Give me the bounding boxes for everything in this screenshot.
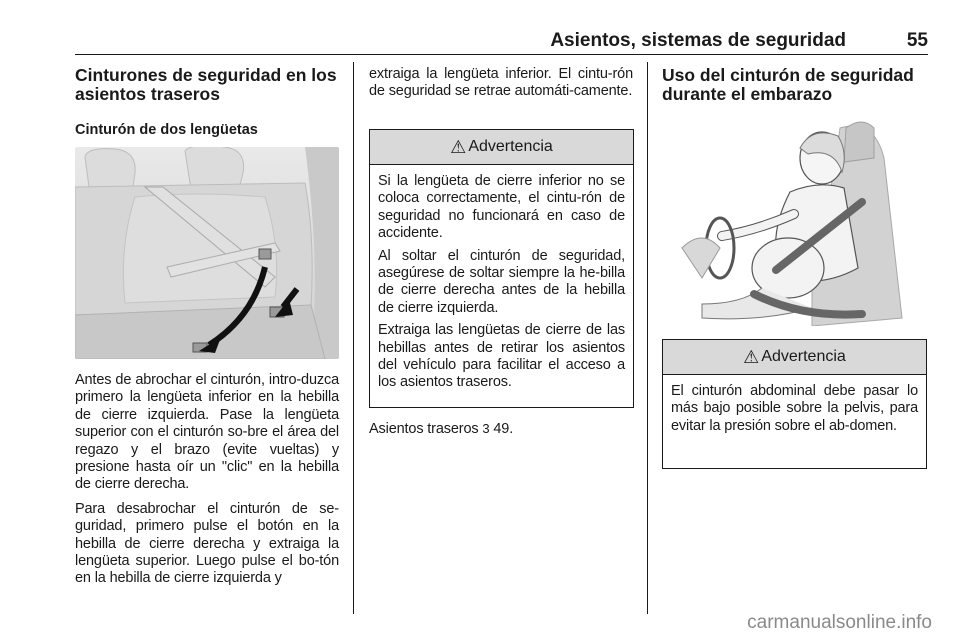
warning-header	[370, 130, 633, 165]
column-divider-2	[647, 62, 648, 614]
warning-box-pregnancy	[662, 339, 927, 469]
section-title: Asientos, sistemas de seguridad	[550, 30, 846, 51]
warning-paragraph: El cinturón abdominal debe pasar lo más bajo posible sobre la pelvis, para evitar la presión sobre el ab-domen.	[671, 383, 918, 434]
pregnancy-illustration	[662, 118, 926, 326]
rear-seatbelts-heading: Cinturones de seguridad en los asientos traseros	[75, 65, 337, 104]
warning-header	[663, 340, 926, 375]
rear-seat-belt-drawing	[75, 147, 339, 359]
reference-page: 49.	[493, 421, 514, 437]
rear-seat-belt-illustration	[75, 147, 339, 359]
warning-paragraph: Extraiga las lengüetas de cierre de las hebillas antes de retirar los asientos del vehículo para facilitar el acceso a los asientos traseros.	[378, 322, 625, 391]
warning-title: Advertencia	[761, 348, 846, 365]
watermark: carmanualsonline.info	[747, 612, 932, 633]
header-rule	[75, 54, 928, 55]
pregnant-driver-drawing	[662, 118, 926, 326]
warning-body	[370, 165, 633, 403]
pregnancy-heading: Uso del cinturón de seguridad durante el embarazo	[662, 65, 914, 104]
column-divider-1	[353, 62, 354, 614]
column-1-body	[75, 372, 339, 595]
buckle-instructions: Antes de abrochar el cinturón, intro-duzca primero la lengüeta inferior en la hebilla de cierre izquierda. Pase la lengüeta superior con el cinturón so-bre el área del regazo y el brazo (evite vueltas) y presione hasta oír un "clic" en la hebilla de cierre derecha.	[75, 372, 339, 493]
column-3	[662, 66, 926, 104]
warning-icon: ⚠	[743, 346, 760, 367]
warning-paragraph: Al soltar el cinturón de seguridad, asegúrese de soltar siempre la he-billa de cierre derecha antes de la hebilla de cierre izquierda.	[378, 247, 625, 316]
warning-box-rear	[369, 129, 634, 408]
warning-paragraph: Si la lengüeta de cierre inferior no se coloca correctamente, el cintu-rón de seguridad no funcionará en caso de accidente.	[378, 173, 625, 242]
page-reference-icon: 3	[482, 421, 490, 436]
column-1	[75, 66, 339, 139]
unbuckle-continuation: extraiga la lengüeta inferior. El cintu-rón de seguridad se retrae automáti-camente.	[369, 66, 633, 100]
warning-title: Advertencia	[468, 138, 553, 155]
warning-icon: ⚠	[450, 136, 467, 157]
two-tongue-belt-subheading: Cinturón de dos lengüetas	[75, 122, 258, 138]
unbuckle-instructions: Para desabrochar el cinturón de se-guridad, primero pulse el botón en la hebilla de cierre derecha y extraiga la lengüeta superior. Luego pulse el bo-tón en la hebilla de cierre izquierda y	[75, 500, 339, 587]
column-2	[369, 66, 633, 108]
rear-seats-reference	[369, 420, 633, 445]
page-header	[75, 26, 928, 56]
warning-body	[663, 375, 926, 446]
page-number: 55	[906, 30, 928, 51]
reference-text: Asientos traseros	[369, 421, 479, 437]
